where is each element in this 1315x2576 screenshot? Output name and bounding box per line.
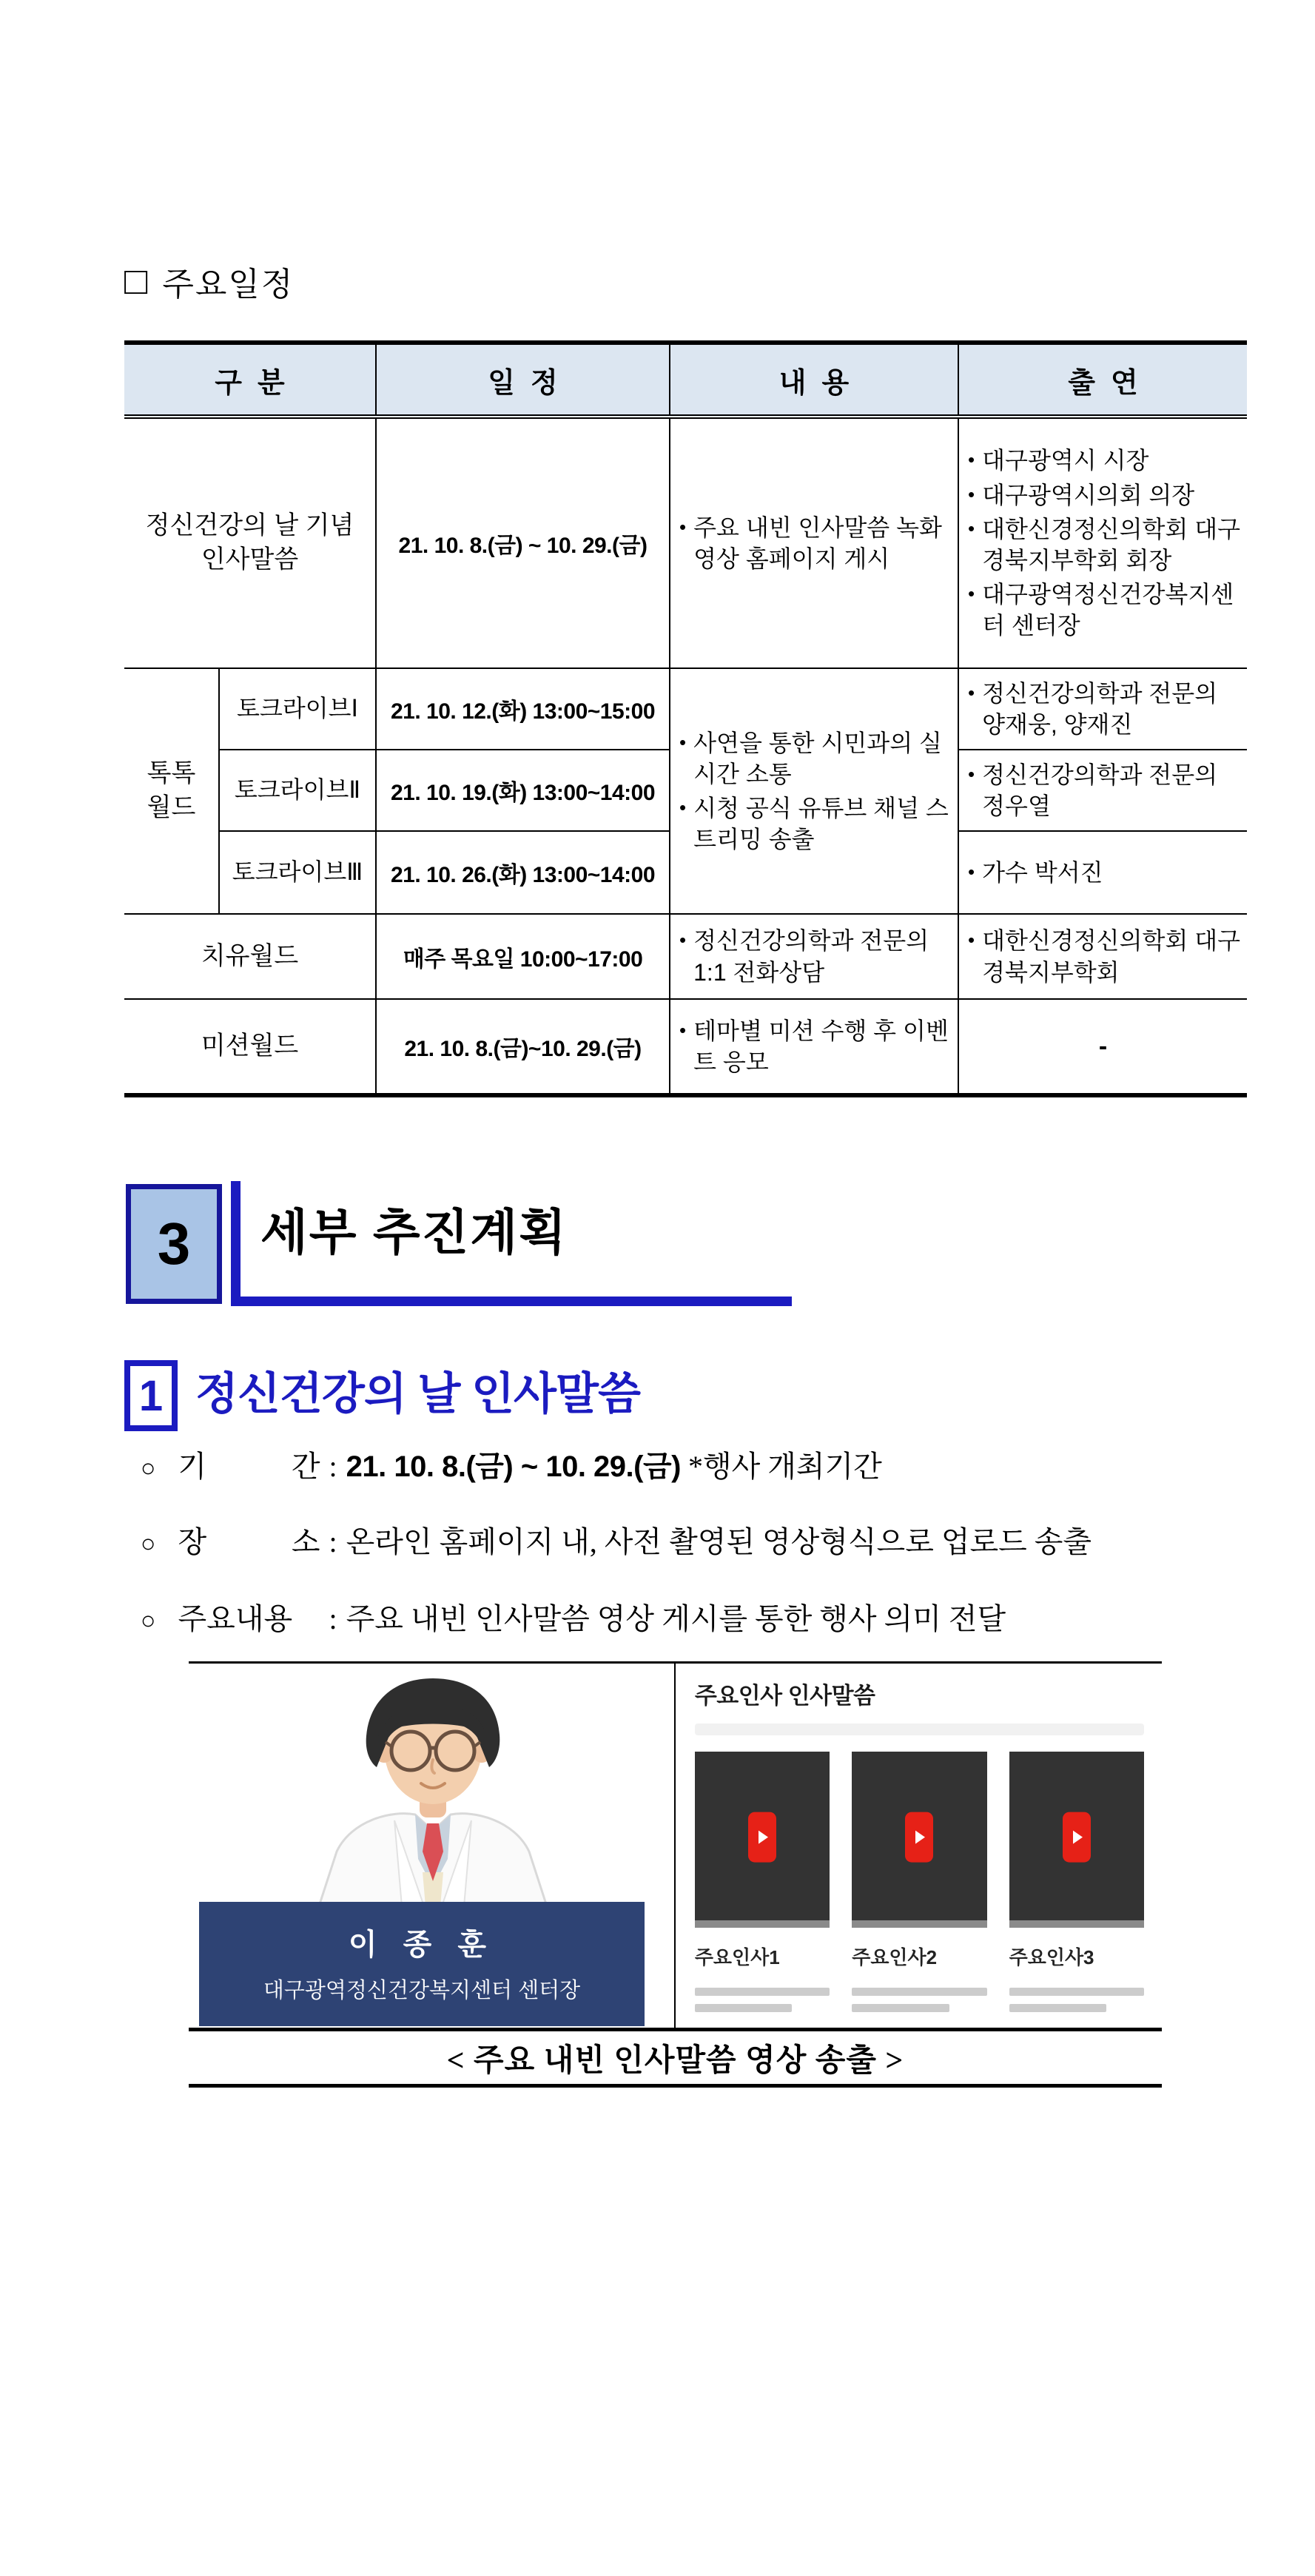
bullet-icon: •: [968, 582, 975, 605]
cell-healing-category: 치유월드: [124, 914, 376, 999]
cell-healing-content: • 정신건강의학과 전문의 1:1 전화상담: [670, 914, 958, 999]
cell-talklive2-cast: • 정신건강의학과 전문의 정우열: [958, 750, 1247, 831]
table-row-talklive-1: [124, 668, 1247, 750]
square-bullet-icon: □: [124, 260, 148, 303]
cell-talklive1-label: 토크라이브Ⅰ: [219, 668, 376, 750]
bullet-icon: •: [679, 929, 687, 952]
video-thumbnail-3[interactable]: [1009, 1752, 1144, 1928]
cell-mission-schedule: 21. 10. 8.(금)~10. 29.(금): [376, 999, 670, 1095]
cell-talklive2-schedule: 21. 10. 19.(화) 13:00~14:00: [376, 750, 670, 831]
header-schedule: 일 정: [376, 343, 670, 417]
cell-healing-schedule: 매주 목요일 10:00~17:00: [376, 914, 670, 999]
person-title: 대구광역정신건강복지센터 센터장: [263, 1979, 581, 2002]
cell-greeting-schedule: 21. 10. 8.(금) ~ 10. 29.(금): [376, 417, 670, 668]
video-card-2: [852, 1752, 986, 2012]
bullet-icon: •: [679, 1018, 687, 1041]
subsection-number: 1: [138, 1371, 164, 1420]
cell-healing-cast: • 대한신경정신의학회 대구경북지부학회: [958, 914, 1247, 999]
table-row-mission: [124, 999, 1247, 1095]
header-cast: 출 연: [958, 343, 1247, 417]
video-card-1: [695, 1752, 830, 2012]
cell-talklive2-label: 토크라이브Ⅱ: [219, 750, 376, 831]
cell-talklive3-cast: • 가수 박서진: [958, 831, 1247, 914]
figure-caption: < 주요 내빈 인사말씀 영상 송출 >: [189, 2031, 1162, 2088]
cell-talkworld-category: 톡톡 월드: [124, 668, 219, 914]
detail-line-content: ○ 주요내용 : 주요 내빈 인사말씀 영상 게시를 통한 행사 의미 전달: [141, 1602, 1006, 1635]
main-section-title: 주요일정: [162, 266, 295, 303]
detail-line-place: ○ 장 소 : 온라인 홈페이지 내, 사전 촬영된 영상형식으로 업로드 송출: [141, 1525, 1092, 1558]
bullet-icon: •: [968, 681, 975, 704]
main-section-label: [124, 258, 294, 305]
cell-mission-content: • 테마별 미션 수행 후 이벤트 응모: [670, 999, 958, 1095]
person-name: 이 종 훈: [348, 1928, 496, 1961]
circle-bullet-icon: ○: [141, 1607, 156, 1635]
blurred-caption-line: [852, 1988, 986, 1996]
play-button-icon[interactable]: [748, 1812, 776, 1863]
table-row-healing: [124, 914, 1247, 999]
video-panel: [676, 1664, 1162, 2028]
bullet-icon: •: [968, 482, 975, 505]
table-header-row: [124, 343, 1247, 417]
bullet-icon: •: [679, 796, 687, 818]
blurred-caption-line: [1009, 2004, 1106, 2012]
play-button-icon[interactable]: [905, 1812, 933, 1863]
video-thumbnail-2[interactable]: [852, 1752, 986, 1928]
section-vertical-bar: [231, 1181, 241, 1305]
bullet-icon: •: [679, 730, 687, 753]
person-photo: [283, 1665, 582, 1906]
video-thumbnail-1[interactable]: [695, 1752, 830, 1928]
video-label-2: 주요인사2: [852, 1946, 938, 1968]
cell-greeting-category: 정신건강의 날 기념 인사말씀: [124, 417, 376, 668]
section-underline: [231, 1297, 792, 1306]
thumbnail-bottom-strip: [852, 1920, 986, 1928]
section-title: 세부 추진계획: [260, 1205, 568, 1260]
play-button-icon[interactable]: [1063, 1812, 1091, 1863]
video-label-1: 주요인사1: [694, 1946, 780, 1968]
video-card-3: [1009, 1752, 1144, 2012]
header-category: 구 분: [124, 343, 376, 417]
cell-greeting-content: • 주요 내빈 인사말씀 녹화영상 홈페이지 게시: [670, 417, 958, 668]
cell-greeting-cast: • 대구광역시 시장 • 대구광역시의회 의장 • 대한신경정신의학회 대구경북지부학회 회장 • 대구광역정신건강복지센터 센터장: [958, 417, 1247, 668]
table-row-greeting: [124, 417, 1247, 668]
detail-line-period: ○ 기 간 : 21. 10. 8.(금) ~ 10. 29.(금) *행사 개최기간: [141, 1450, 882, 1483]
video-label-3: 주요인사3: [1009, 1946, 1094, 1968]
subsection-number-box: [124, 1360, 178, 1431]
cell-talklive3-label: 토크라이브Ⅲ: [219, 831, 376, 914]
subsection-title: 정신건강의 날 인사말씀: [195, 1369, 640, 1419]
bullet-icon: •: [968, 448, 975, 471]
thumbnail-bottom-strip: [1009, 1920, 1144, 1928]
cell-talkworld-content: • 사연을 통한 시민과의 실시간 소통 • 시청 공식 유튜브 채널 스트리밍 송출: [670, 668, 958, 914]
section-number: 3: [157, 1211, 191, 1277]
blurred-caption-line: [695, 2004, 792, 2012]
bullet-icon: •: [968, 517, 975, 539]
circle-bullet-icon: ○: [141, 1455, 156, 1482]
figure-block: [189, 1661, 1162, 2088]
cell-talklive3-schedule: 21. 10. 26.(화) 13:00~14:00: [376, 831, 670, 914]
bullet-icon: •: [968, 929, 975, 952]
blurred-caption-line: [852, 2004, 949, 2012]
cell-mission-cast: -: [958, 999, 1247, 1095]
thumbnail-bottom-strip: [695, 1920, 830, 1928]
video-panel-title: 주요인사 인사말씀: [694, 1683, 875, 1709]
bullet-icon: •: [968, 762, 975, 785]
bullet-icon: •: [679, 515, 687, 538]
bullet-icon: •: [968, 860, 975, 883]
name-banner: [199, 1902, 645, 2026]
blurred-caption-line: [695, 1988, 830, 1996]
cell-talklive1-cast: • 정신건강의학과 전문의 양재웅, 양재진: [958, 668, 1247, 750]
schedule-table: [124, 340, 1247, 1097]
header-content: 내 용: [670, 343, 958, 417]
portrait-cell: [189, 1664, 676, 2028]
cell-talklive1-schedule: 21. 10. 12.(화) 13:00~15:00: [376, 668, 670, 750]
cell-mission-category: 미션월드: [124, 999, 376, 1095]
section-number-box: [126, 1184, 222, 1304]
blurred-caption-line: [1009, 1988, 1144, 1996]
circle-bullet-icon: ○: [141, 1530, 156, 1558]
panel-divider: [695, 1724, 1144, 1735]
